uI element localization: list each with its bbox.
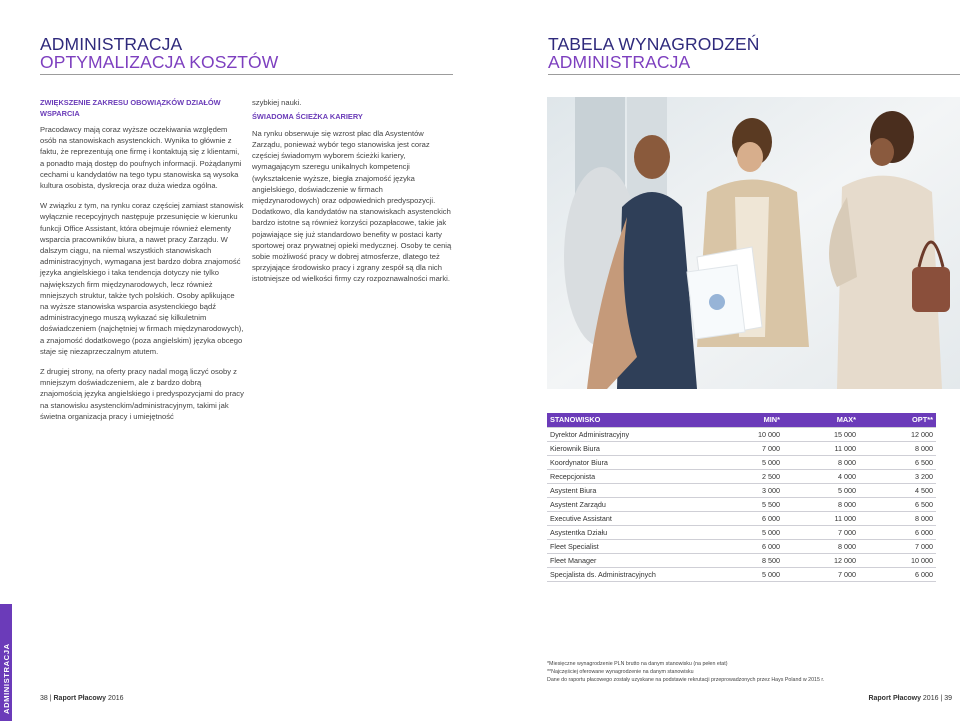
cell-min: 5 500: [707, 497, 783, 511]
footer-right-year: 2016: [920, 695, 939, 702]
cell-min: 5 000: [707, 455, 783, 469]
table-footnotes: [547, 660, 824, 684]
cell-position: Fleet Specialist: [547, 539, 707, 553]
footnote-min-max: *Miesięczne wynagrodzenie PLN brutto na danym stanowisku (na pełen etat): [547, 661, 728, 667]
cell-position: Recepcjonista: [547, 469, 707, 483]
cell-min: 5 000: [707, 567, 783, 581]
cell-min: 2 500: [707, 469, 783, 483]
table-row: [547, 455, 936, 469]
header-opt: OPT**: [859, 413, 936, 427]
cell-opt: 4 500: [859, 483, 936, 497]
footer-left-page: 38 |: [40, 695, 54, 702]
cell-min: 5 000: [707, 525, 783, 539]
cell-max: 8 000: [783, 539, 859, 553]
table-row: [547, 525, 936, 539]
cell-opt: 6 000: [859, 567, 936, 581]
cell-min: 6 000: [707, 539, 783, 553]
cell-position: Fleet Manager: [547, 553, 707, 567]
cell-opt: 8 000: [859, 441, 936, 455]
text-column-1: [40, 98, 245, 431]
body-paragraph-career: Na rynku obserwuje się wzrost płac dla Asystentów Zarządu, ponieważ wybór tego stanowiska jest coraz częściej świadomym wyborem ścieżki kariery, wymagającym szeregu unikalnych kompetencji (wykształcenie wyższe, biegła znajomość języka angielskiego, doświadczenie w firmach międzynarodowych) oraz odpowiednich predyspozycji. Dodatkowo, dla kandydatów na stanowiskach asystenckich bardzo istotne są również korzyści pozapłacowe, takie jak pojawiające się już standardowo benefity w postaci karty sportowej oraz prywatnej opieki medycznej. Osoby te cenią sobie możliwość pracy w dobrej atmosferze, dlatego też sprzyjające środowisko pracy i zgrany zespół są dla nich istotniejsze od wielkości firmy czy rozpoznawalności marki.: [252, 128, 452, 284]
cell-opt: 10 000: [859, 553, 936, 567]
cell-max: 4 000: [783, 469, 859, 483]
left-page-title: [40, 35, 278, 71]
body-paragraph-3: Z drugiej strony, na oferty pracy nadal mogą liczyć osoby z mniejszym doświadczeniem, ale z bardzo dobrą znajomością języka angielskiego i predyspozycjami do pracy na stanowisku asystenckim/administracyjnym, takimi jak świetna organizacja pracy i umiejętność: [40, 367, 244, 421]
right-title-line2: ADMINISTRACJA: [548, 52, 691, 72]
cell-position: Kierownik Biura: [547, 441, 707, 455]
cell-max: 12 000: [783, 553, 859, 567]
footer-right-brand: Raport Płacowy: [868, 695, 921, 702]
footnote-opt: **Najczęściej oferowane wynagrodzenie na danym stanowisku: [547, 669, 694, 675]
cell-min: 10 000: [707, 427, 783, 441]
right-title-line1: TABELA WYNAGRODZEŃ: [548, 34, 760, 54]
cell-position: Specjalista ds. Administracyjnych: [547, 567, 707, 581]
table-header-row: [547, 413, 936, 427]
cell-max: 5 000: [783, 483, 859, 497]
cell-min: 7 000: [707, 441, 783, 455]
cell-position: Asystentka Działu: [547, 525, 707, 539]
text-column-2: [252, 97, 452, 294]
footer-left-brand: Raport Płacowy: [53, 695, 107, 702]
table-row: [547, 567, 936, 581]
cell-min: 6 000: [707, 511, 783, 525]
section-side-tab: [0, 604, 12, 721]
side-tab-label: ADMINISTRACJA: [2, 643, 11, 714]
table-row: [547, 427, 936, 441]
cell-max: 7 000: [783, 567, 859, 581]
header-max: MAX*: [783, 413, 859, 427]
cell-position: Executive Assistant: [547, 511, 707, 525]
left-title-divider: [40, 74, 453, 75]
cell-position: Dyrektor Administracyjny: [547, 427, 707, 441]
footer-left-year: 2016: [106, 695, 124, 702]
cell-max: 15 000: [783, 427, 859, 441]
cell-position: Asystent Biura: [547, 483, 707, 497]
section-heading-career: ŚWIADOMA ŚCIEŻKA KARIERY: [252, 112, 363, 122]
table-row: [547, 553, 936, 567]
cell-max: 8 000: [783, 497, 859, 511]
cell-opt: 6 000: [859, 525, 936, 539]
office-photo: [547, 97, 960, 389]
cell-position: Asystent Zarządu: [547, 497, 707, 511]
table-row: [547, 441, 936, 455]
office-photo-illustration: [547, 97, 960, 389]
right-title-divider: [548, 74, 960, 75]
body-continuation: szybkiej nauki.: [252, 98, 302, 107]
section-heading-support: ZWIĘKSZENIE ZAKRESU OBOWIĄZKÓW DZIAŁÓW WSPARCIA: [40, 98, 221, 118]
table-row: [547, 469, 936, 483]
cell-max: 8 000: [783, 455, 859, 469]
cell-opt: 3 200: [859, 469, 936, 483]
footer-left: [40, 695, 124, 702]
footnote-source: Dane do raportu płacowego zostały uzyskane na podstawie rekrutacji przeprowadzonych przez Hays Poland w 2015 r.: [547, 677, 825, 683]
footer-right-page: | 39: [938, 695, 952, 702]
table-row: [547, 539, 936, 553]
cell-position: Koordynator Biura: [547, 455, 707, 469]
salary-table: [547, 413, 936, 582]
body-paragraph-1: Pracodawcy mają coraz wyższe oczekiwania względem osób na stanowiskach asystenckich. Wynika to głównie z faktu, że reprezentują one firmę i kontaktują się z klientami, a ponadto mają dostęp do poufnych informacji. Pożądanymi cechami u kandydatów na tego typu stanowiska są wysoka kultura osobista, dyskrecja oraz duża wiedza ogólna.: [40, 125, 242, 191]
header-min: MIN*: [707, 413, 783, 427]
table-row: [547, 511, 936, 525]
table-row: [547, 497, 936, 511]
cell-max: 7 000: [783, 525, 859, 539]
cell-min: 3 000: [707, 483, 783, 497]
cell-opt: 7 000: [859, 539, 936, 553]
cell-max: 11 000: [783, 441, 859, 455]
cell-max: 11 000: [783, 511, 859, 525]
table-row: [547, 483, 936, 497]
cell-min: 8 500: [707, 553, 783, 567]
body-paragraph-2: W związku z tym, na rynku coraz częściej zamiast stanowisk wyłącznie recepcyjnych następuje przesunięcie w kierunku funkcji Office Assistant, która obejmuje również elementy wsparcia pracowników biura, a nawet pracy Zarządu. W dalszym ciągu, na niemal wszystkich stanowiskach administracyjnych, wymagana jest bardzo dobra znajomość języka angielskiego i taka tendencja dotyczy nie tylko największych firm międzynarodowych, lecz również mniejszych struktur, także tych polskich. Osoby aplikujące na wyższe stanowiska wsparcia asystenckiego bądź administracyjnego muszą wykazać się kilkuletnim doświadczeniem (najchętniej w firmach międzynarodowych), a znajomość dodatkowego (poza angielskim) języka obcego staje się niezaprzeczalnym atutem.: [40, 201, 244, 356]
cell-opt: 12 000: [859, 427, 936, 441]
cell-opt: 8 000: [859, 511, 936, 525]
cell-opt: 6 500: [859, 497, 936, 511]
cell-opt: 6 500: [859, 455, 936, 469]
right-page-title: [548, 35, 760, 71]
left-title-line2: OPTYMALIZACJA KOSZTÓW: [40, 52, 279, 72]
left-title-line1: ADMINISTRACJA: [40, 34, 183, 54]
header-position: STANOWISKO: [547, 413, 707, 427]
footer-right: [868, 695, 952, 702]
